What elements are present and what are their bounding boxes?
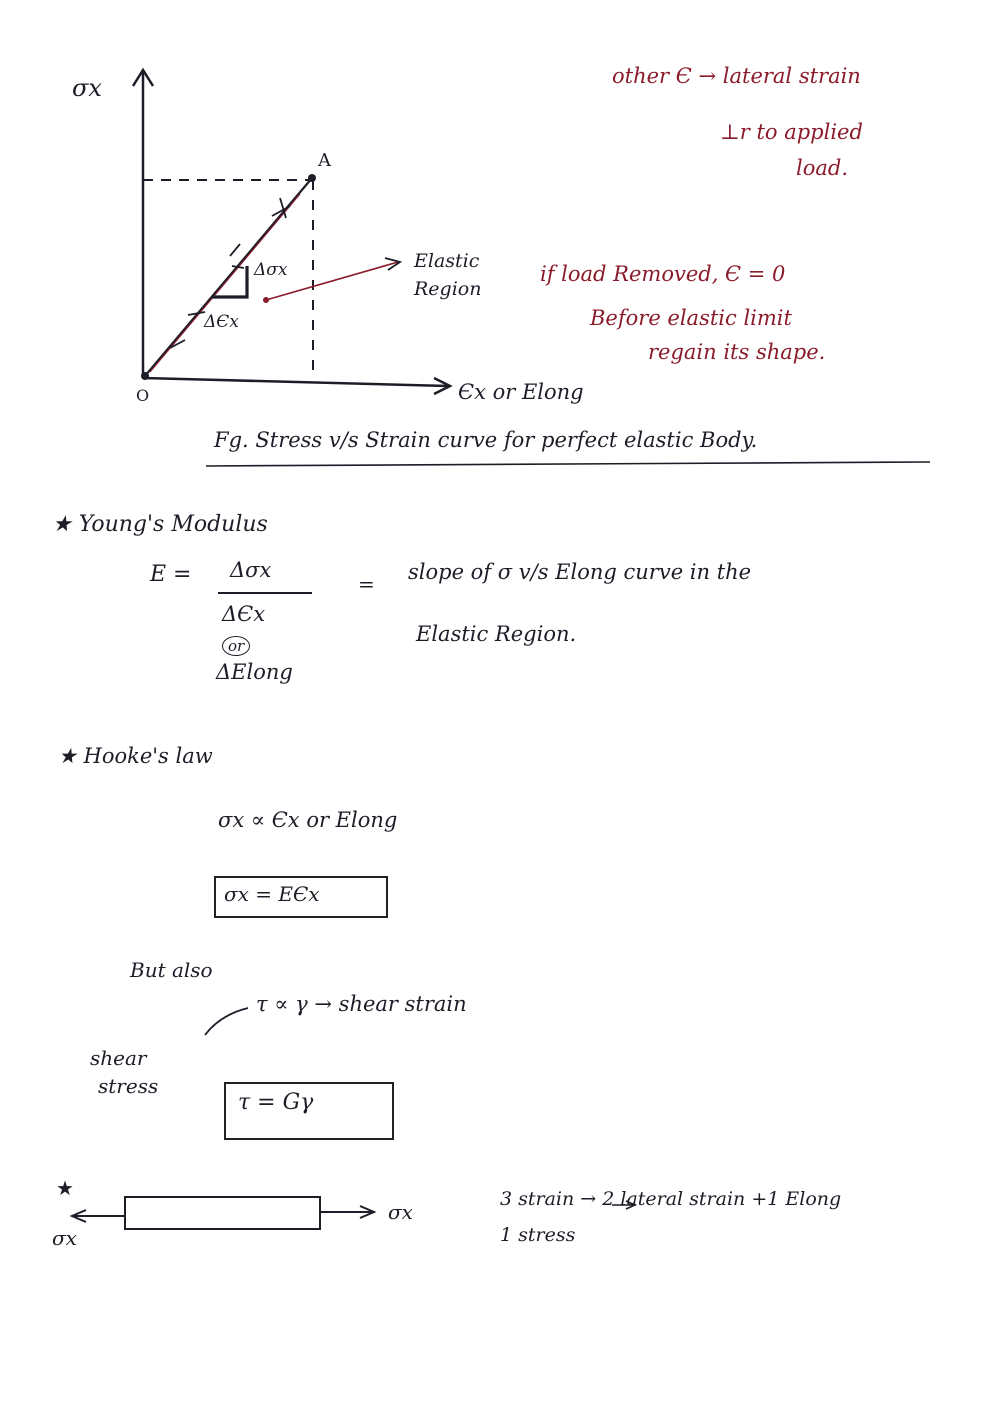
elastic-line-red — [150, 194, 300, 372]
bar-specimen — [125, 1197, 320, 1229]
sigma-left: σx — [52, 1226, 77, 1250]
youngs-equals: = — [358, 572, 375, 596]
caption-underline — [206, 462, 930, 466]
shear-stress-1: shear — [90, 1046, 147, 1070]
youngs-numerator: Δσx — [230, 558, 272, 582]
hookes-boxed-equation: σx = EЄx — [224, 882, 320, 906]
shear-arrow — [205, 1008, 248, 1035]
point-a — [308, 174, 316, 182]
point-a-label: A — [318, 150, 331, 171]
delta-eps-label: ΔЄx — [204, 312, 239, 332]
youngs-heading: ★ Young's Modulus — [52, 512, 268, 537]
figure-caption: Fg. Stress v/s Strain curve for perfect elastic Body. — [214, 428, 758, 452]
shear-boxed-equation: τ = Gγ — [238, 1090, 314, 1115]
x-axis-label: Єx or Elong — [458, 380, 584, 404]
origin-label: O — [136, 386, 150, 405]
removed-line-2: Before elastic limit — [590, 306, 792, 330]
delta-sigma-label: Δσx — [254, 260, 288, 280]
lateral-line-2: ⊥r to applied — [720, 120, 863, 144]
shear-stress-2: stress — [98, 1074, 159, 1098]
y-axis-label: σx — [72, 74, 102, 102]
removed-line-1: if load Removed, Є = 0 — [540, 262, 786, 286]
lateral-line-1: other Є → lateral strain — [612, 64, 861, 88]
youngs-denominator-alt: ΔElong — [216, 660, 293, 684]
point-o — [141, 372, 149, 380]
strain-line-2: 1 stress — [500, 1224, 576, 1246]
shear-prop: τ ∝ γ → shear strain — [256, 992, 467, 1016]
sigma-right: σx — [388, 1200, 413, 1224]
x-axis — [143, 378, 448, 386]
hookes-proportional: σx ∝ Єx or Elong — [218, 808, 398, 832]
fraction-bar — [218, 592, 312, 594]
youngs-or: or — [222, 636, 250, 656]
youngs-desc-1: slope of σ v/s Elong curve in the — [408, 560, 752, 584]
removed-line-3: regain its shape. — [648, 340, 826, 364]
lateral-line-3: load. — [796, 156, 848, 180]
youngs-lhs: E = — [150, 562, 192, 587]
hookes-heading: ★ Hooke's law — [58, 744, 213, 768]
but-also: But also — [130, 958, 213, 982]
youngs-denominator: ΔЄx — [222, 602, 266, 626]
bottom-star: ★ — [56, 1176, 74, 1200]
elastic-region-label: Elastic Region — [414, 250, 482, 300]
strain-line-1: 3 strain → 2 lateral strain +1 Elong — [500, 1188, 842, 1210]
youngs-desc-2: Elastic Region. — [416, 622, 577, 646]
